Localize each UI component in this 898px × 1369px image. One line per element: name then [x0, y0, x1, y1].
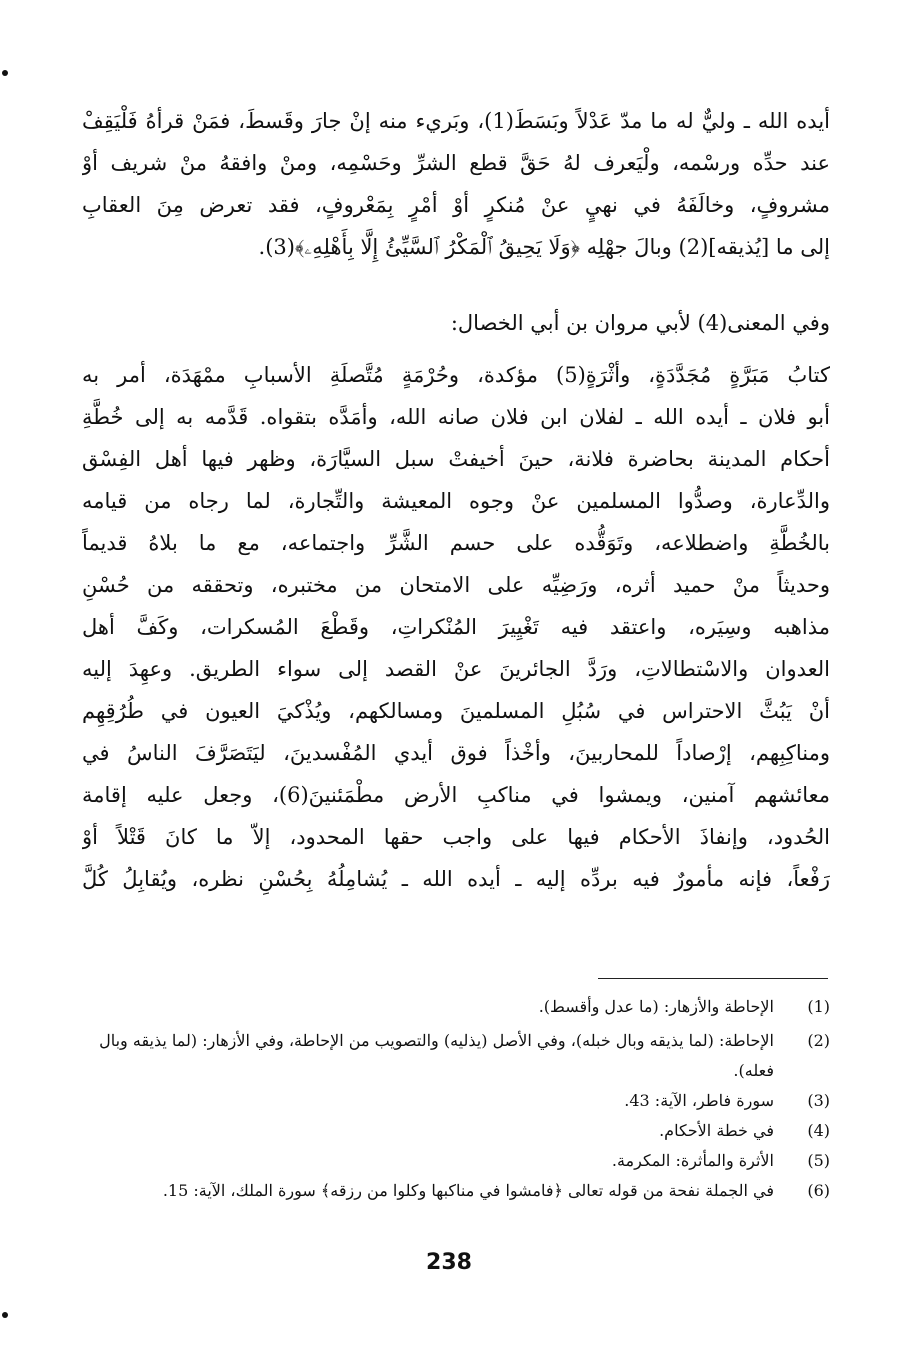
footnote-item — [70, 1086, 830, 1116]
text-line: معائشهم آمنين، ويمشوا في مناكبِ الأرض مطْمَئنينَ(6)، وجعل عليه إقامة — [82, 783, 830, 807]
text-line: أبو فلان ـ أيده الله ـ لفلان ابن فلان صانه الله، وأمَدَّه بتقواه. قَدَّمه به إلى خُطَّةِ — [82, 405, 830, 429]
paragraph-intro-heading — [82, 302, 830, 344]
footnote-number: (5) — [807, 1151, 830, 1170]
footnote-number: (1) — [807, 997, 830, 1016]
text-line: وفي المعنى(4) لأبي مروان بن أبي الخصال: — [450, 311, 830, 335]
footnote-number: (3) — [807, 1091, 830, 1110]
footnote-number: (4) — [807, 1121, 830, 1140]
footnote-item — [70, 1146, 830, 1176]
footnote-number: (6) — [807, 1181, 830, 1200]
footnote-item — [70, 992, 830, 1022]
footnote-item — [70, 1116, 830, 1146]
footnote-text: سورة فاطر، الآية: 43. — [624, 1091, 774, 1110]
footnote-item — [70, 1176, 830, 1206]
footnote-separator — [598, 978, 828, 979]
text-line: كتابُ مَبَرَّةٍ مُجَدَّدَةٍ، وأثْرَةٍ(5) مؤكدة، وحُرْمَةٍ مُتَّصلَةِ الأسبابِ ممْهَدَة، أمر به — [82, 363, 830, 387]
text-line: أحكام المدينة بحاضرة فلانة، حينَ أخيفتْ سبل السيَّارَة، وظهر فيها أهل الفِسْق — [82, 447, 830, 471]
footnote-text: في خطة الأحكام. — [659, 1121, 774, 1140]
text-line: عند حدِّه ورسْمه، ولْيَعرف لهُ حَقَّ قطع الشرِّ وحَسْمِه، ومنْ وافقهُ منْ شريف أوْ — [82, 151, 830, 175]
text-line: أيده الله ـ وليٌّ له ما مدّ عَدْلاً وبَسَطَ(1)، وبَريء منه إنْ جارَ وقَسطَ، فمَنْ قرأهُ فَلْيَقِفْ — [82, 109, 830, 133]
text-line: مشروفٍ، وخالَفَهُ في نهيٍ عنْ مُنكرٍ أوْ أمْرٍ بِمَعْروفٍ، فقد تعرض مِنَ العقابِ — [82, 193, 830, 217]
footnote-text: الأثرة والمأثرة: المكرمة. — [611, 1151, 774, 1170]
text-line: مذاهبه وسِيَره، واعتقد فيه تَغْيِيرَ المُنْكراتِ، وقَطْعَ المُسكرات، وكَفَّ أهل — [82, 615, 830, 639]
text-line: والدِّعارة، وصدُّوا المسلمين عنْ وجوه المعيشة والتِّجارة، لما رجاه من قيامه — [82, 489, 830, 513]
footnote-text: الإحاطة: (لما يذيقه وبال خبله)، وفي الأصل (يذليه) والتصويب من الإحاطة، وفي الأزهار: (لما يذيقه وبال فعله). — [99, 1031, 774, 1080]
text-line: رَفْعاً، فإنه مأمورٌ فيه بردِّه إليه ـ أيده الله ـ يُشامِلُهُ بِحُسْنِ نظره، ويُقابِلُ كُلَّ — [82, 867, 830, 891]
text-line: بالخُطَّةِ واضطلاعه، وتَوَقُّده على حسم الشَّرِّ واجتماعه، مع ما بلاهُ قديماً — [82, 531, 830, 555]
page-number: 238 — [426, 1250, 472, 1275]
paragraph-decree-opening — [82, 100, 830, 268]
text-line: ومناكِبِهم، إرْصاداً للمحاربينَ، وأخْذاً فوق أيدي المُفْسدينَ، ليَتَصَرَّفَ الناسُ في — [82, 741, 830, 765]
scan-mark-bottom — [2, 1312, 8, 1318]
footnote-number: (2) — [807, 1031, 830, 1050]
text-line: وحديثاً منْ حميد أثره، ورَضِيِّه على الامتحان من مختبره، وتحققه من حُسْنِ — [82, 573, 830, 597]
text-line: الحُدود، وإنفاذَ الأحكام فيها على واجب حقها المحدود، إلاّ ما كانَ قَتْلاً أوْ — [82, 825, 830, 849]
text-line: إلى ما [يُذيقه](2) وبالَ جهْلِه ﴿وَلَا يَحِيقُ ٱلْمَكْرُ ٱلسَّيِّئُ إِلَّا بِأَهْلِهِۦ﴾(3). — [258, 235, 830, 259]
scan-mark-top — [2, 70, 8, 76]
text-line: العدوان والاسْتطالاتِ، ورَدَّ الجائرينَ عنْ القصد إلى سواء الطريق. وعهِدَ إليه — [82, 657, 830, 681]
footnote-text: في الجملة نفحة من قوله تعالى ﴿فامشوا في مناكبها وكلوا من رزقه﴾ سورة الملك، الآية: 15. — [162, 1181, 774, 1200]
text-line: أنْ يَبُثَّ الاحتراس في سُبُلِ المسلمينَ ومسالكهم، ويُذْكيَ العيون في طُرُقِهِم — [82, 699, 830, 723]
footnotes — [70, 992, 830, 1206]
paragraph-appointment-letter — [82, 354, 830, 900]
footnote-item — [70, 1026, 830, 1086]
footnote-text: الإحاطة والأزهار: (ما عدل وأقسط). — [538, 997, 774, 1016]
